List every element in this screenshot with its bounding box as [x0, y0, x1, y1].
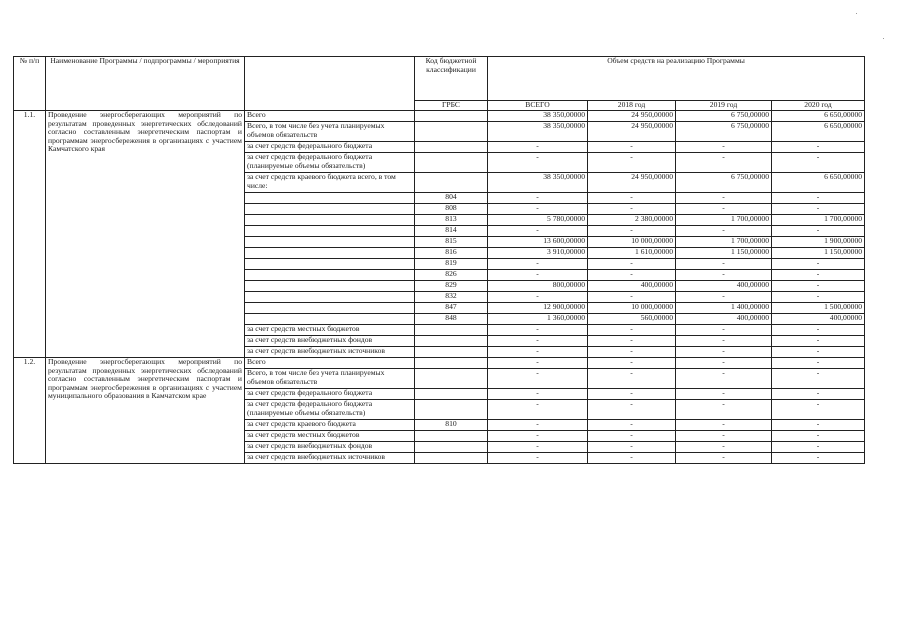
amount-total: 13 600,00000 [488, 237, 588, 248]
amount-y2019: - [676, 400, 772, 420]
amount-y2018: 24 950,00000 [588, 122, 676, 142]
amount-y2019: - [676, 226, 772, 237]
grbs-code: 804 [415, 193, 488, 204]
header-num: № п/п [14, 57, 46, 111]
amount-y2018: 10 000,00000 [588, 237, 676, 248]
amount-y2020: - [772, 193, 865, 204]
grbs-code [415, 111, 488, 122]
amount-y2020: - [772, 400, 865, 420]
grbs-code: 808 [415, 204, 488, 215]
funding-source: Всего, в том числе без учета планируемых объемов обязательств [245, 369, 415, 389]
funding-source: Всего [245, 111, 415, 122]
header-blank [245, 57, 415, 111]
amount-y2018: - [588, 389, 676, 400]
amount-y2018: - [588, 431, 676, 442]
funding-source: Всего [245, 358, 415, 369]
amount-y2020: - [772, 336, 865, 347]
amount-y2018: - [588, 420, 676, 431]
amount-y2019: 1 700,00000 [676, 215, 772, 226]
amount-y2019: - [676, 259, 772, 270]
amount-total: - [488, 204, 588, 215]
grbs-code [415, 336, 488, 347]
amount-y2018: 560,00000 [588, 314, 676, 325]
header-name: Наименование Программы / подпрограммы / мероприятия [46, 57, 245, 111]
amount-y2020: 1 900,00000 [772, 237, 865, 248]
funding-source [245, 215, 415, 226]
amount-y2019: 1 150,00000 [676, 248, 772, 259]
grbs-code [415, 153, 488, 173]
funding-source: за счет средств краевого бюджета [245, 420, 415, 431]
table-body [14, 111, 865, 464]
amount-y2018: - [588, 336, 676, 347]
amount-y2020: - [772, 292, 865, 303]
amount-y2020: 6 650,00000 [772, 111, 865, 122]
amount-y2020: - [772, 153, 865, 173]
amount-y2018: 2 380,00000 [588, 215, 676, 226]
measure-name: Проведение энергосберегающих мероприятий по результатам проведенных энергетических обследований согласно составленным энергетическим паспортам и программам энергосбережения в организациях с участием Камчатского края [46, 111, 245, 358]
amount-y2020: - [772, 389, 865, 400]
measure-name: Проведение энергосберегающих мероприятий по результатам проведенных энергетических обследований согласно составленным энергетическим паспортам и программам энергосбережения в организациях с участием муниципального образования в Камчатском крае [46, 358, 245, 464]
grbs-code [415, 389, 488, 400]
row-number: 1.2. [14, 358, 46, 464]
amount-y2018: - [588, 142, 676, 153]
header-total: ВСЕГО [488, 101, 588, 111]
scan-speck-1 [856, 13, 857, 14]
grbs-code: 847 [415, 303, 488, 314]
funding-source: за счет средств федерального бюджета [245, 142, 415, 153]
amount-y2019: - [676, 431, 772, 442]
amount-y2018: - [588, 292, 676, 303]
funding-source: за счет средств внебюджетных источников [245, 453, 415, 464]
funding-source: за счет средств внебюджетных фондов [245, 442, 415, 453]
grbs-code: 829 [415, 281, 488, 292]
grbs-code [415, 358, 488, 369]
amount-y2020: - [772, 369, 865, 389]
amount-y2018: - [588, 347, 676, 358]
amount-y2018: - [588, 193, 676, 204]
amount-y2019: - [676, 369, 772, 389]
amount-total: - [488, 292, 588, 303]
amount-y2018: - [588, 453, 676, 464]
funding-source [245, 303, 415, 314]
amount-y2019: 6 750,00000 [676, 173, 772, 193]
amount-y2019: - [676, 442, 772, 453]
grbs-code [415, 142, 488, 153]
grbs-code: 813 [415, 215, 488, 226]
amount-y2018: 400,00000 [588, 281, 676, 292]
funding-source [245, 292, 415, 303]
amount-y2020: 6 650,00000 [772, 173, 865, 193]
amount-total: - [488, 453, 588, 464]
header-volume: Объем средств на реализацию Программы [488, 57, 865, 101]
amount-total: - [488, 153, 588, 173]
grbs-code: 826 [415, 270, 488, 281]
funding-source [245, 281, 415, 292]
amount-y2019: - [676, 358, 772, 369]
amount-total: - [488, 389, 588, 400]
header-2019: 2019 год [676, 101, 772, 111]
amount-y2020: - [772, 204, 865, 215]
budget-table [13, 56, 865, 464]
amount-y2018: 24 950,00000 [588, 111, 676, 122]
amount-total: 3 910,00000 [488, 248, 588, 259]
grbs-code: 832 [415, 292, 488, 303]
amount-total: - [488, 358, 588, 369]
amount-y2020: - [772, 226, 865, 237]
row-number: 1.1. [14, 111, 46, 358]
amount-y2018: - [588, 358, 676, 369]
amount-y2020: 1 700,00000 [772, 215, 865, 226]
amount-total: - [488, 431, 588, 442]
funding-source [245, 259, 415, 270]
amount-y2020: - [772, 270, 865, 281]
amount-total: - [488, 325, 588, 336]
amount-total: - [488, 369, 588, 389]
amount-total: 38 350,00000 [488, 173, 588, 193]
amount-y2020: 1 500,00000 [772, 303, 865, 314]
amount-y2019: - [676, 142, 772, 153]
funding-source: за счет средств федерального бюджета [245, 389, 415, 400]
amount-y2019: 400,00000 [676, 281, 772, 292]
funding-source [245, 204, 415, 215]
header-code: Код бюджетной классификации [415, 57, 488, 101]
funding-source: за счет средств краевого бюджета всего, в том числе: [245, 173, 415, 193]
amount-total: 38 350,00000 [488, 111, 588, 122]
amount-y2019: 400,00000 [676, 314, 772, 325]
amount-y2018: 10 000,00000 [588, 303, 676, 314]
amount-y2020: - [772, 358, 865, 369]
header-2020: 2020 год [772, 101, 865, 111]
funding-source: за счет средств федерального бюджета (планируемые объемы обязательств) [245, 400, 415, 420]
amount-y2019: - [676, 270, 772, 281]
amount-y2020: 1 150,00000 [772, 248, 865, 259]
grbs-code [415, 369, 488, 389]
grbs-code [415, 122, 488, 142]
amount-y2018: - [588, 226, 676, 237]
grbs-code: 816 [415, 248, 488, 259]
amount-y2018: - [588, 204, 676, 215]
funding-source: за счет средств местных бюджетов [245, 431, 415, 442]
header-2018: 2018 год [588, 101, 676, 111]
amount-total: - [488, 259, 588, 270]
amount-y2018: - [588, 270, 676, 281]
funding-source [245, 226, 415, 237]
amount-y2018: - [588, 442, 676, 453]
amount-y2020: - [772, 259, 865, 270]
amount-total: - [488, 400, 588, 420]
amount-y2020: 400,00000 [772, 314, 865, 325]
amount-total: 38 350,00000 [488, 122, 588, 142]
amount-total: 12 900,00000 [488, 303, 588, 314]
amount-y2019: - [676, 453, 772, 464]
amount-y2020: - [772, 442, 865, 453]
amount-total: - [488, 420, 588, 431]
funding-source: за счет средств внебюджетных фондов [245, 336, 415, 347]
grbs-code [415, 431, 488, 442]
grbs-code [415, 325, 488, 336]
amount-total: - [488, 142, 588, 153]
amount-y2019: - [676, 292, 772, 303]
amount-y2019: 1 400,00000 [676, 303, 772, 314]
amount-y2019: - [676, 389, 772, 400]
funding-source [245, 237, 415, 248]
amount-y2020: - [772, 325, 865, 336]
funding-source: за счет средств местных бюджетов [245, 325, 415, 336]
amount-y2019: 6 750,00000 [676, 111, 772, 122]
amount-y2018: - [588, 325, 676, 336]
grbs-code: 810 [415, 420, 488, 431]
funding-source: за счет средств внебюджетных источников [245, 347, 415, 358]
amount-y2019: - [676, 153, 772, 173]
amount-y2018: 1 610,00000 [588, 248, 676, 259]
amount-y2019: - [676, 204, 772, 215]
amount-y2018: - [588, 259, 676, 270]
amount-total: - [488, 442, 588, 453]
grbs-code [415, 173, 488, 193]
amount-total: - [488, 336, 588, 347]
amount-y2018: - [588, 369, 676, 389]
funding-source: за счет средств федерального бюджета (планируемые объемы обязательств) [245, 153, 415, 173]
funding-source [245, 248, 415, 259]
amount-y2019: - [676, 336, 772, 347]
amount-y2019: - [676, 193, 772, 204]
amount-y2020: - [772, 142, 865, 153]
amount-total: - [488, 193, 588, 204]
funding-source [245, 314, 415, 325]
amount-total: 800,00000 [488, 281, 588, 292]
amount-y2019: - [676, 420, 772, 431]
funding-source [245, 270, 415, 281]
amount-y2019: 1 700,00000 [676, 237, 772, 248]
amount-total: 5 780,00000 [488, 215, 588, 226]
funding-source [245, 193, 415, 204]
grbs-code [415, 400, 488, 420]
amount-y2019: - [676, 347, 772, 358]
grbs-code: 848 [415, 314, 488, 325]
amount-total: - [488, 347, 588, 358]
amount-y2019: - [676, 325, 772, 336]
scan-speck-2 [883, 38, 884, 39]
amount-total: - [488, 270, 588, 281]
header-grbs: ГРБС [415, 101, 488, 111]
amount-y2020: - [772, 281, 865, 292]
grbs-code [415, 442, 488, 453]
grbs-code: 814 [415, 226, 488, 237]
amount-y2018: - [588, 153, 676, 173]
grbs-code [415, 453, 488, 464]
funding-source: Всего, в том числе без учета планируемых объемов обязательств [245, 122, 415, 142]
grbs-code [415, 347, 488, 358]
amount-total: - [488, 226, 588, 237]
amount-y2020: - [772, 431, 865, 442]
amount-y2020: 6 650,00000 [772, 122, 865, 142]
grbs-code: 815 [415, 237, 488, 248]
grbs-code: 819 [415, 259, 488, 270]
amount-y2020: - [772, 453, 865, 464]
table-row [14, 111, 865, 122]
amount-y2018: - [588, 400, 676, 420]
amount-y2020: - [772, 347, 865, 358]
table-row [14, 358, 865, 369]
amount-y2018: 24 950,00000 [588, 173, 676, 193]
amount-y2020: - [772, 420, 865, 431]
amount-total: 1 360,00000 [488, 314, 588, 325]
amount-y2019: 6 750,00000 [676, 122, 772, 142]
